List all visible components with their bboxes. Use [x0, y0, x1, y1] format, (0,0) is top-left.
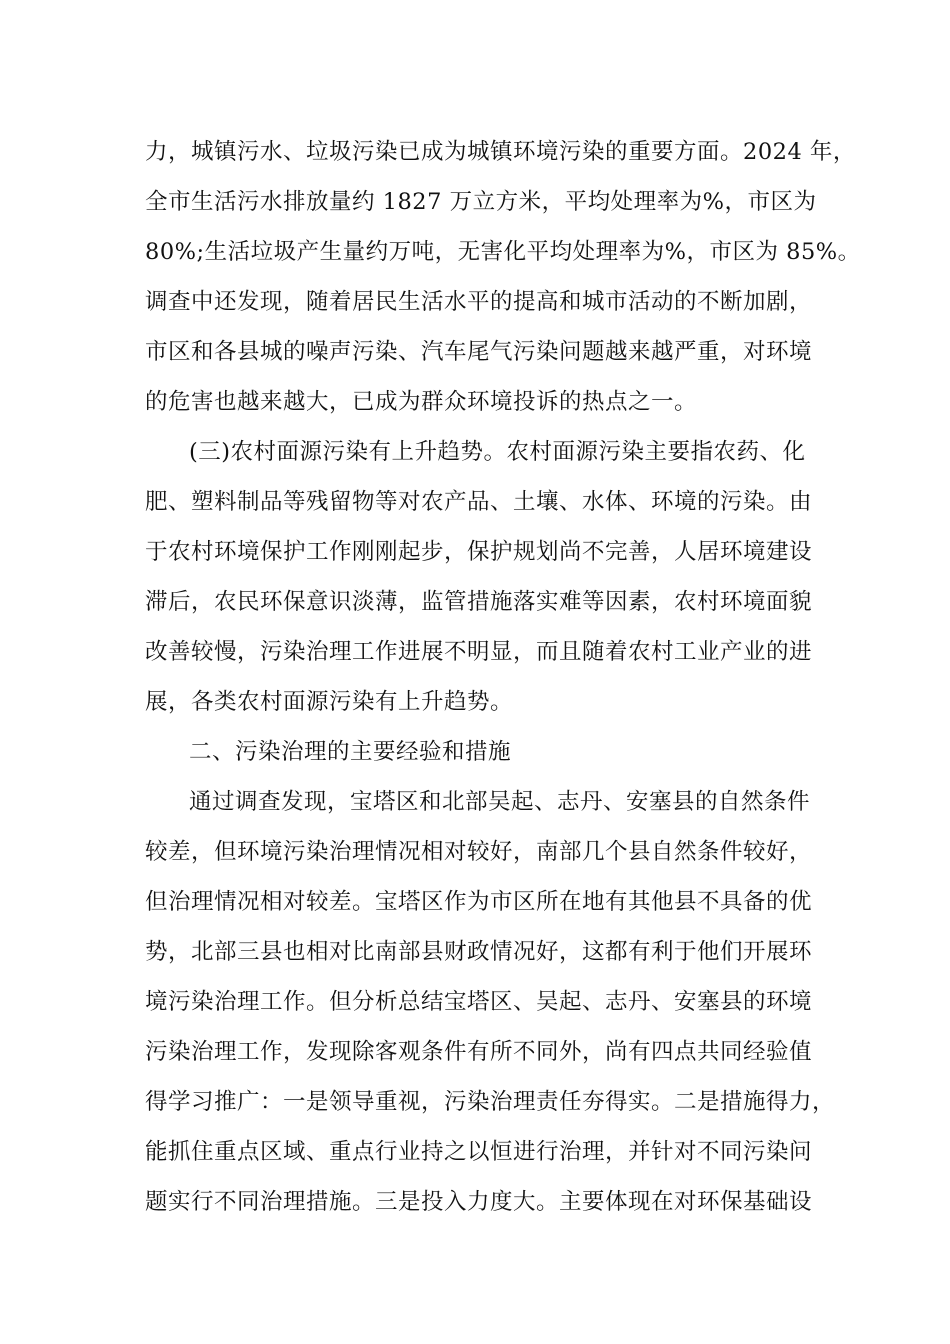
text-line: 滞后，农民环保意识淡薄，监管措施落实难等因素，农村环境面貌	[145, 589, 813, 615]
text-line: 但治理情况相对较差。宝塔区作为市区所在地有其他县不具备的优	[145, 889, 813, 915]
text-line: 能抓住重点区域、重点行业持之以恒进行治理，并针对不同污染问	[145, 1139, 813, 1165]
text-line: 得学习推广：一是领导重视，污染治理责任夯得实。二是措施得力，	[145, 1089, 836, 1115]
text-line: 境污染治理工作。但分析总结宝塔区、吴起、志丹、安塞县的环境	[145, 989, 813, 1015]
text-line: 改善较慢，污染治理工作进展不明显，而且随着农村工业产业的进	[145, 639, 813, 665]
text-line: 全市生活污水排放量约 1827 万立方米，平均处理率为%，市区为	[145, 189, 817, 215]
text-line: (三)农村面源污染有上升趋势。农村面源污染主要指农药、化	[189, 439, 806, 465]
text-line: 于农村环境保护工作刚刚起步，保护规划尚不完善，人居环境建设	[145, 539, 813, 565]
text-line: 展，各类农村面源污染有上升趋势。	[145, 689, 514, 715]
text-line: 势，北部三县也相对比南部县财政情况好，这都有利于他们开展环	[145, 939, 813, 965]
text-line: 题实行不同治理措施。三是投入力度大。主要体现在对环保基础设	[145, 1189, 813, 1215]
text-line: 力，城镇污水、垃圾污染已成为城镇环境污染的重要方面。2024 年，	[145, 139, 856, 165]
text-line: 通过调查发现，宝塔区和北部吴起、志丹、安塞县的自然条件	[189, 789, 811, 815]
text-line: 污染治理工作，发现除客观条件有所不同外，尚有四点共同经验值	[145, 1039, 813, 1065]
text-line: 较差，但环境污染治理情况相对较好，南部几个县自然条件较好，	[145, 839, 813, 865]
text-line: 市区和各县城的噪声污染、汽车尾气污染问题越来越严重，对环境	[145, 339, 813, 365]
section-heading: 二、污染治理的主要经验和措施	[189, 739, 512, 765]
text-line: 的危害也越来越大，已成为群众环境投诉的热点之一。	[145, 389, 698, 415]
text-line: 80%;生活垃圾产生量约万吨，无害化平均处理率为%，市区为 85%。	[145, 239, 861, 265]
text-line: 调查中还发现，随着居民生活水平的提高和城市活动的不断加剧，	[145, 289, 813, 315]
text-line: 肥、塑料制品等残留物等对农产品、土壤、水体、环境的污染。由	[145, 489, 813, 515]
